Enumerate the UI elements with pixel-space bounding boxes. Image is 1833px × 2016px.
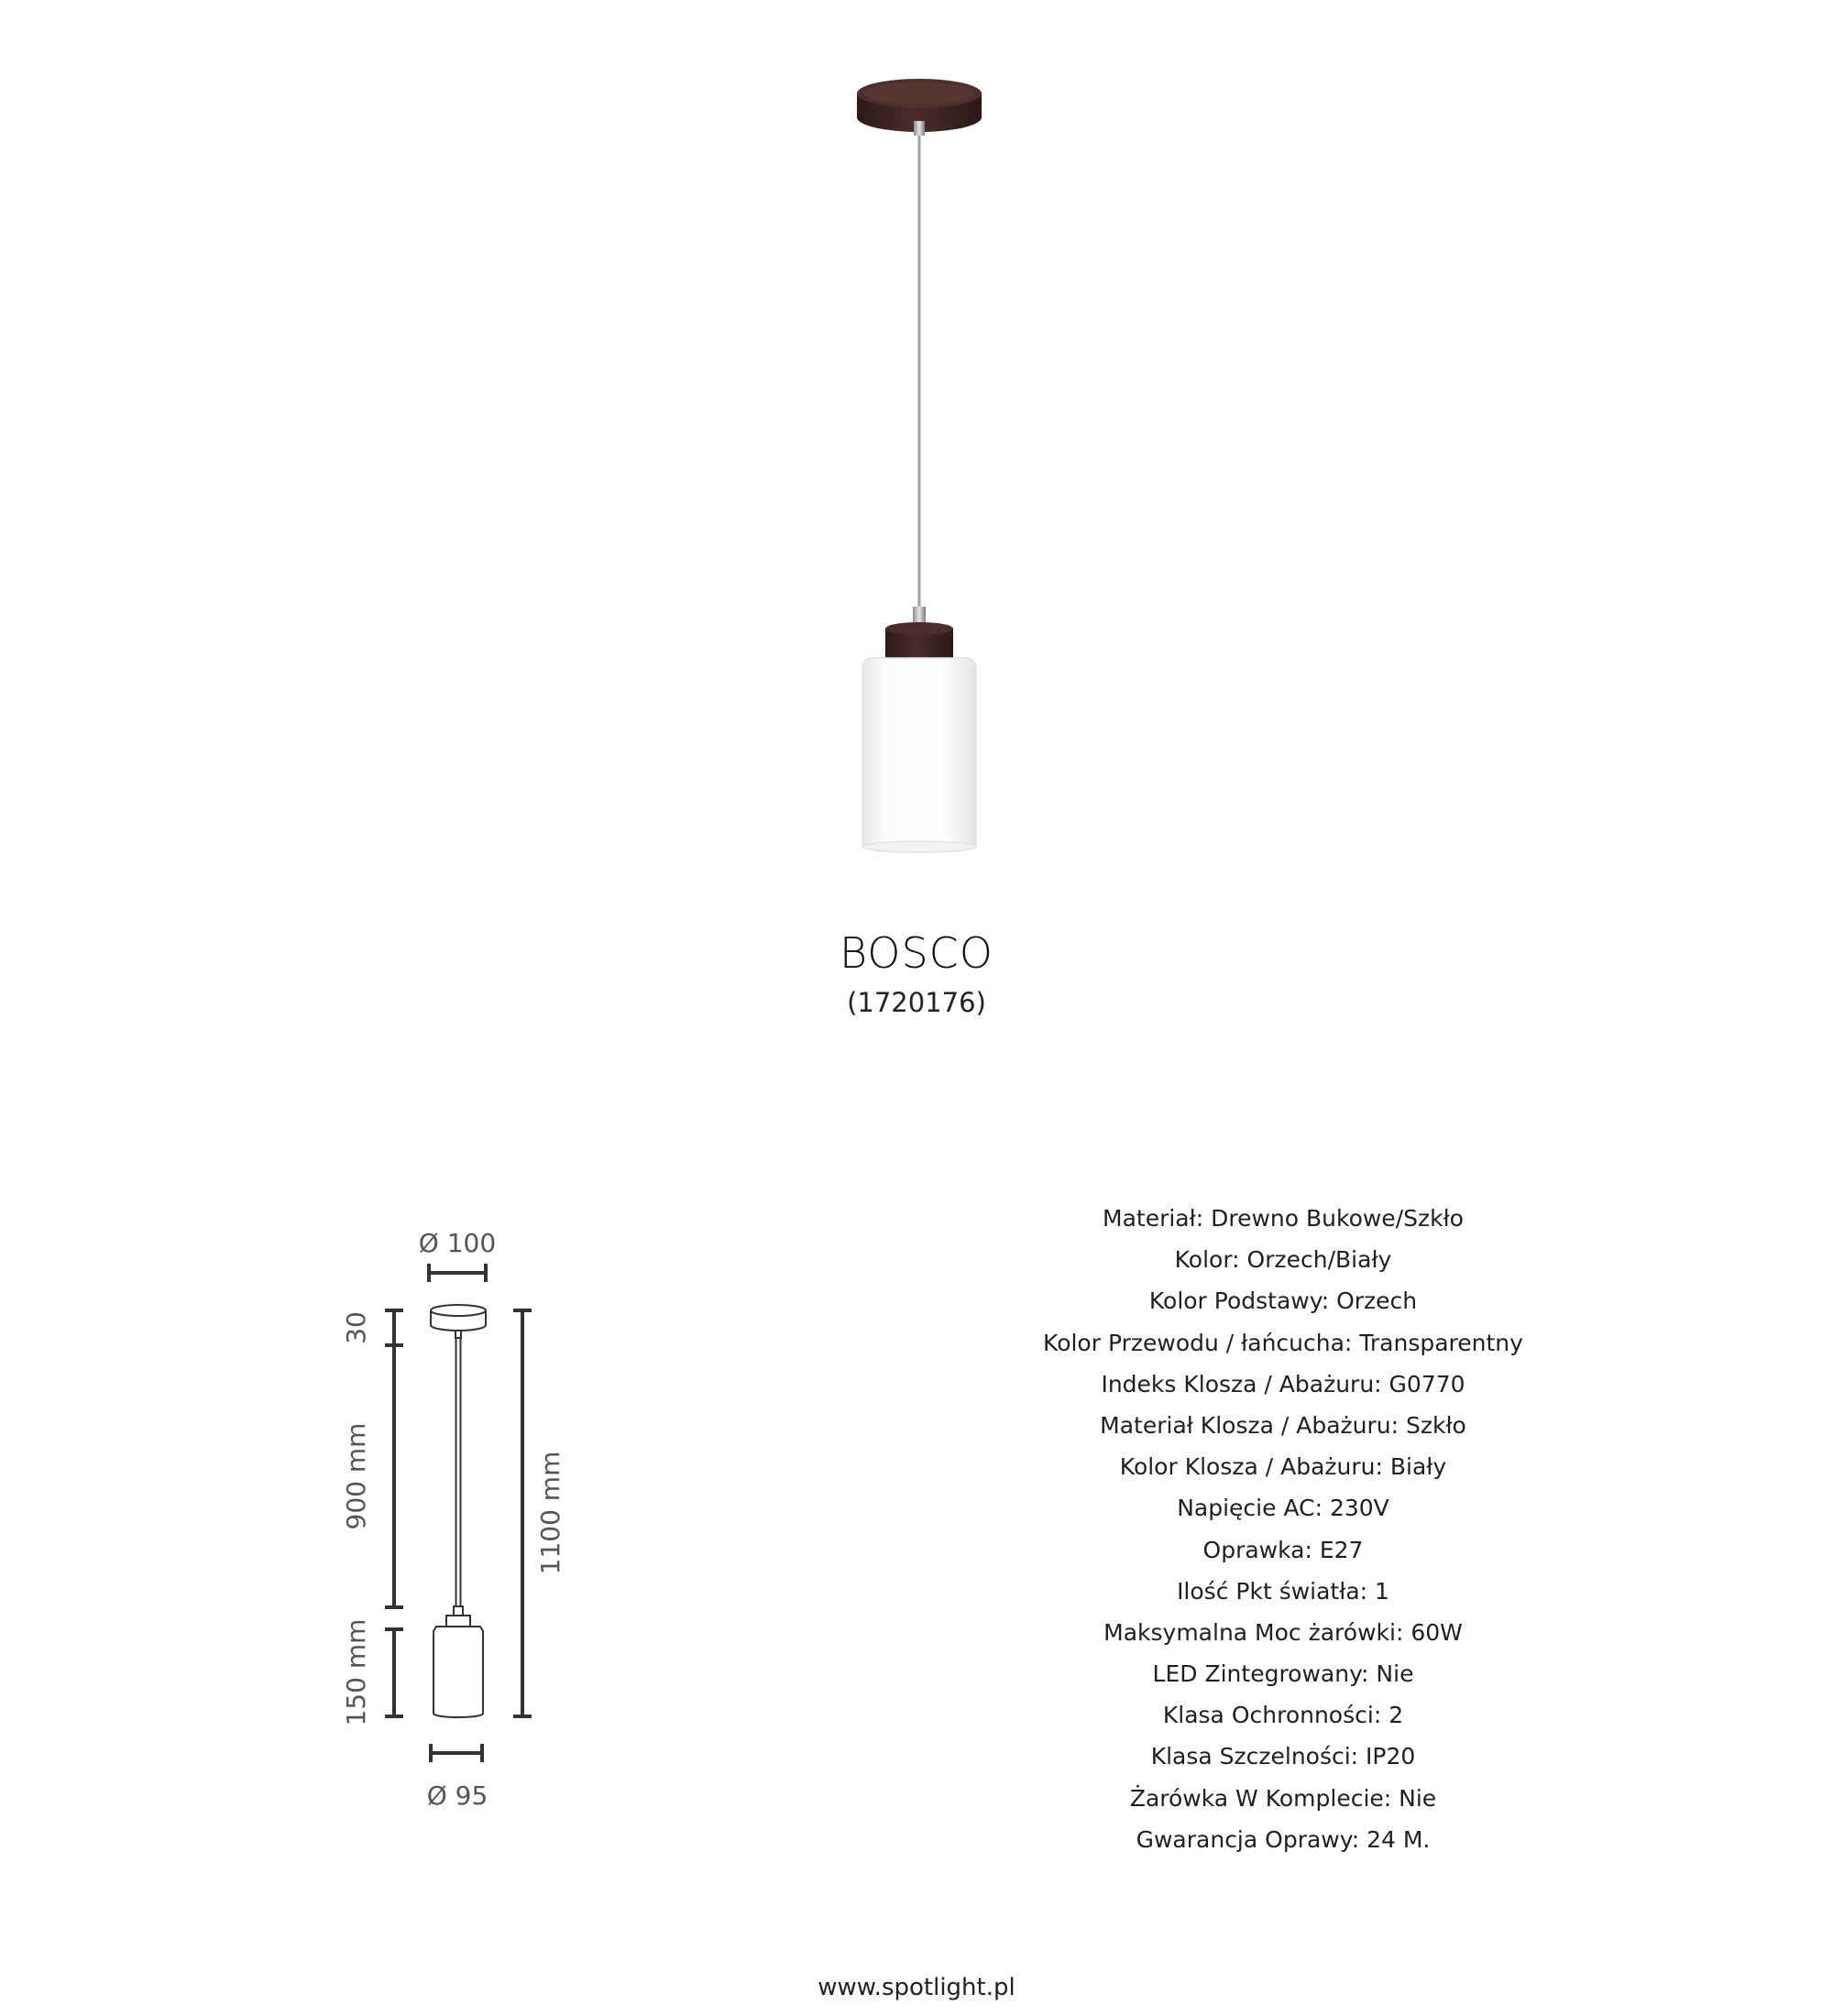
spec-light-points: Ilość Pkt światła: 1 — [1177, 1577, 1389, 1605]
dimension-drawing — [312, 1200, 623, 1805]
bottom-diameter-label: Ø 95 — [426, 1780, 488, 1805]
glass-shade — [862, 658, 976, 852]
product-title: BOSCO — [839, 928, 994, 978]
cable-length-label: 900 mm — [341, 1422, 371, 1530]
spec-material: Materiał: Drewno Bukowe/Szkło — [1103, 1205, 1464, 1232]
spec-shade-color: Kolor Klosza / Abażuru: Biały — [1119, 1453, 1447, 1481]
spec-cable-color: Kolor Przewodu / łańcucha: Transparentny — [1043, 1329, 1523, 1356]
pendant-lamp-photo — [0, 0, 1833, 880]
website-link[interactable]: www.spotlight.pl — [818, 1974, 1015, 2001]
spec-voltage: Napięcie AC: 230V — [1177, 1495, 1389, 1522]
total-height-label: 1100 mm — [535, 1451, 565, 1575]
spec-base-color: Kolor Podstawy: Orzech — [1148, 1287, 1418, 1315]
cable-gland — [914, 121, 925, 136]
product-code: (1720176) — [847, 987, 986, 1018]
lamp-outline — [431, 1305, 486, 1717]
spec-integrated-led: LED Zintegrowany: Nie — [1152, 1660, 1414, 1688]
spec-socket: Oprawka: E27 — [1202, 1536, 1364, 1563]
spec-max-wattage: Maksymalna Moc żarówki: 60W — [1103, 1618, 1463, 1646]
spec-warranty: Gwarancja Oprawy: 24 M. — [1136, 1825, 1431, 1853]
spec-ip-rating: Klasa Szczelności: IP20 — [1150, 1743, 1416, 1770]
spec-shade-index: Indeks Klosza / Abażuru: G0770 — [1101, 1370, 1465, 1397]
top-diameter-label: Ø 100 — [418, 1228, 497, 1258]
spec-color: Kolor: Orzech/Biały — [1174, 1246, 1392, 1274]
specification-list — [990, 1198, 1576, 1860]
shade-height-label: 150 mm — [341, 1618, 371, 1726]
spec-shade-material: Materiał Klosza / Abażuru: Szkło — [1100, 1411, 1466, 1439]
canopy-height-label: 30 — [341, 1311, 371, 1344]
spec-protection-class: Klasa Ochronności: 2 — [1162, 1702, 1404, 1729]
spec-bulb-included: Żarówka W Komplecie: Nie — [1129, 1784, 1437, 1812]
